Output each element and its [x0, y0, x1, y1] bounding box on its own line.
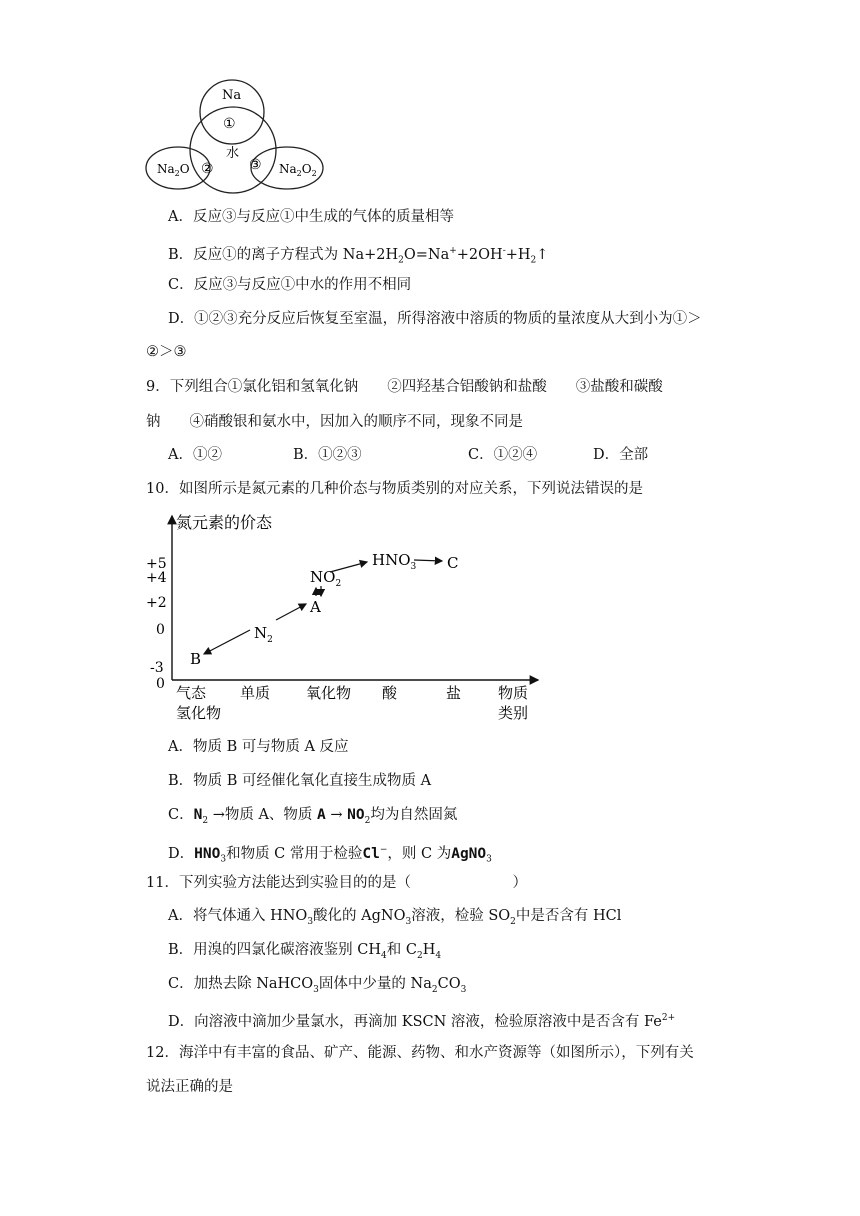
q9-option-c: C．①②④: [468, 447, 538, 463]
q8-option-c: C．反应③与反应①中水的作用不相同: [168, 277, 412, 293]
q10-option-a: A．物质 B 可与物质 A 反应: [168, 739, 349, 755]
venn-region-3: ③: [249, 157, 262, 173]
x-cat-hydride: 氢化物: [176, 704, 222, 722]
q8-option-d-line1: D．①②③充分反应后恢复至室温，所得溶液中溶质的物质的量浓度从大到小为①＞: [168, 311, 702, 327]
x-cat-type: 类别: [498, 704, 529, 722]
q9-stem-line1: 9．下列组合①氯化铝和氢氧化钠 ②四羟基合铝酸钠和盐酸 ③盐酸和碳酸: [146, 379, 663, 395]
y-tick-plus2: +2: [146, 595, 167, 611]
arrow-n2-to-b: [204, 630, 250, 654]
q9-option-b: B．①②③: [293, 447, 362, 463]
q11-option-a: A．将气体通入 $HNO_3$酸化的 AgNO$_3$溶液，检验 $SO_2$中是否含有 HCl: [168, 908, 622, 927]
y-tick-plus4: +4: [146, 570, 167, 586]
q9-stem-line2: 钠 ④硝酸银和氨水中，因加入的顺序不同，现象不同是: [146, 414, 523, 430]
x-cat-gaseous: 气态: [176, 684, 207, 702]
y-axis-label: 氮元素的价态: [176, 513, 273, 532]
venn-region-2: ②: [201, 161, 214, 177]
q11-option-b: B．用溴的四氯化碳溶液鉴别 $CH_4$和 $C_2H_4$: [168, 942, 442, 961]
q8-option-d-line2: ②＞③: [146, 344, 187, 360]
y-tick-plus5: +5: [146, 556, 167, 572]
point-no2: $NO_2$: [310, 568, 342, 589]
arrow-no2-to-hno3: [330, 562, 367, 572]
point-n2: $N_2$: [254, 624, 273, 645]
q10-option-c: C．$N_2$ →物质 A、物质 $A \to NO_2$均为自然固氮: [168, 807, 458, 826]
x-cat-acid: 酸: [382, 684, 398, 702]
nitrogen-valence-chart: [140, 508, 550, 728]
origin-label: 0: [156, 676, 165, 692]
q10-option-d: D．$HNO_3$和物质 C 常用于检验Cl−，则 C 为AgNO$_3$: [168, 845, 492, 865]
x-cat-substance: 物质: [498, 684, 529, 702]
q11-option-d: D．向溶液中滴加少量氯水，再滴加 KSCN 溶液，检验原溶液中是否含有 $Fe^{2+}$: [168, 1013, 676, 1030]
q9-option-d: D．全部: [593, 447, 649, 463]
y-tick-minus3: -3: [150, 660, 164, 676]
y-tick-0: 0: [156, 622, 165, 638]
point-hno3: $HNO_3$: [372, 551, 417, 572]
q8-option-b: B．反应①的离子方程式为 $Na+2H_2O=Na^++2OH^-+H_2↑$: [168, 246, 549, 266]
q10-stem: 10．如图所示是氮元素的几种价态与物质类别的对应关系，下列说法错误的是: [146, 481, 643, 497]
venn-diagram: [140, 70, 340, 195]
x-cat-oxide: 氧化物: [306, 684, 352, 702]
venn-label-na: Na: [222, 88, 242, 103]
x-cat-salt: 盐: [446, 684, 462, 702]
q12-stem-line1: 12．海洋中有丰富的食品、矿产、能源、药物、和水产资源等（如图所示），下列有关: [146, 1045, 694, 1061]
venn-label-na2o2: $Na_2O_2$: [279, 162, 317, 178]
venn-label-na2o: $Na_2O$: [157, 162, 190, 178]
q11-stem: 11．下列实验方法能达到实验目的的是（ ）: [146, 875, 527, 891]
point-b: B: [190, 650, 202, 668]
venn-region-1: ①: [223, 116, 236, 132]
point-a: A: [310, 598, 321, 616]
q11-option-c: C．加热去除 NaHCO$_3$固体中少量的 $Na_2CO_3$: [168, 976, 467, 995]
point-c: C: [447, 554, 459, 572]
arrow-n2-to-a: [276, 604, 306, 620]
x-cat-element: 单质: [240, 684, 271, 702]
q12-stem-line2: 说法正确的是: [146, 1079, 233, 1095]
arrow-hno3-to-c: [414, 560, 442, 561]
venn-label-water: 水: [226, 146, 240, 161]
q8-option-a: A．反应③与反应①中生成的气体的质量相等: [168, 209, 454, 225]
q10-option-b: B．物质 B 可经催化氧化直接生成物质 A: [168, 773, 432, 789]
q9-option-a: A．①②: [168, 447, 222, 463]
